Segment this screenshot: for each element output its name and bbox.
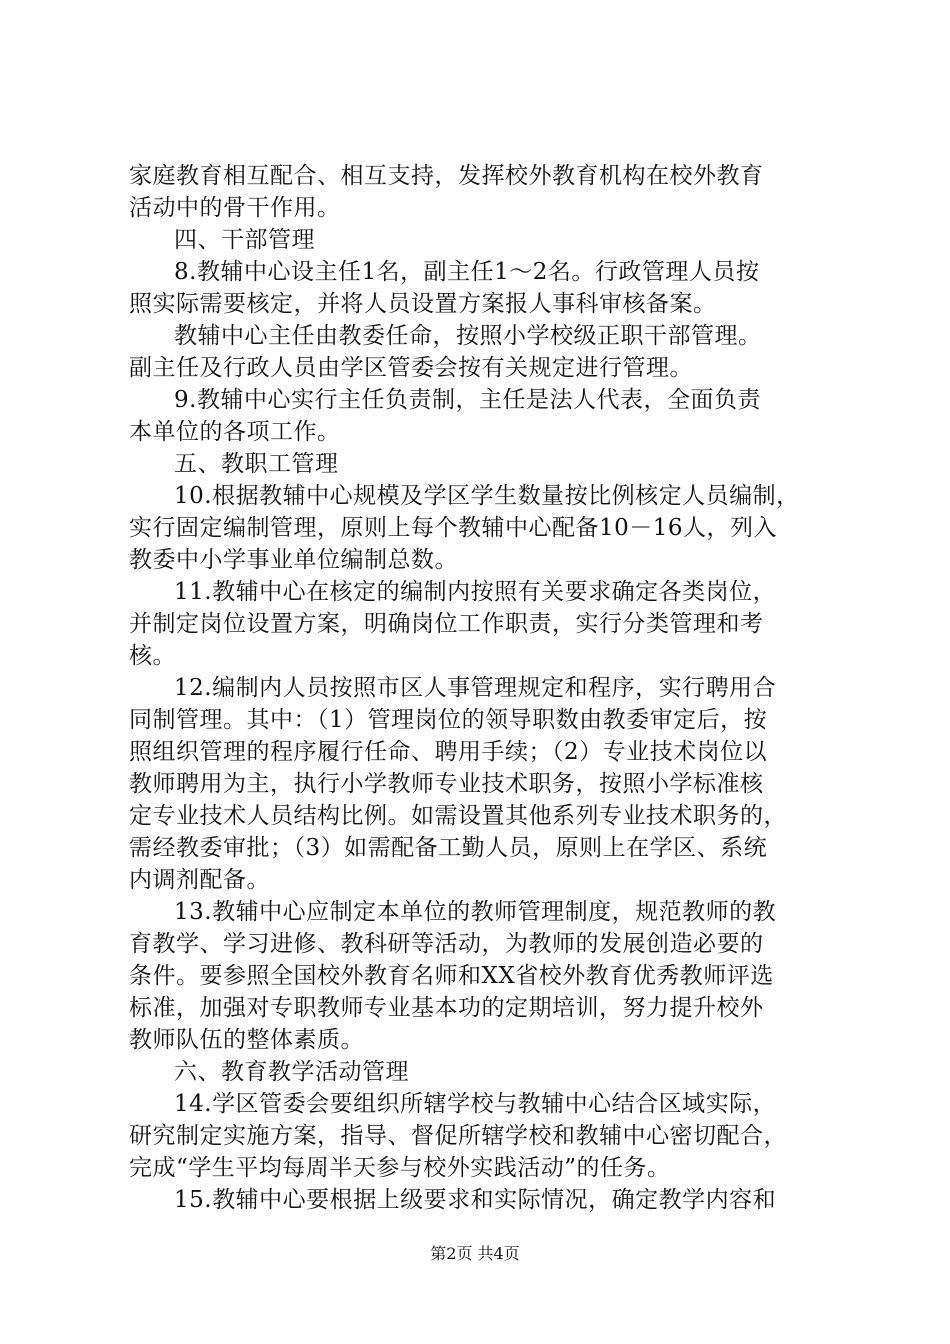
text-line: 副主任及行政人员由学区管委会按有关规定进行管理。 [129,355,693,381]
text-line: 五、教职工管理 [174,451,339,477]
text-line: 14.学区管委会要组织所辖学校与教辅中心结合区域实际， [174,1091,777,1117]
text-line: 实行固定编制管理，原则上每个教辅中心配备10－16人，列入 [129,515,778,541]
text-line: 并制定岗位设置方案，明确岗位工作职责，实行分类管理和考 [129,611,764,637]
text-line: 照实际需要核定，并将人员设置方案报人事科审核备案。 [129,291,717,317]
text-line: 照组织管理的程序履行任命、聘用手续；（2）专业技术岗位以 [129,739,768,765]
text-line: 10.根据教辅中心规模及学区学生数量按比例核定人员编制， [174,483,800,509]
text-line: 13.教辅中心应制定本单位的教师管理制度，规范教师的教 [174,899,777,925]
text-line: 需经教委审批；（3）如需配备工勤人员，原则上在学区、系统 [129,835,768,861]
text-line: 15.教辅中心要根据上级要求和实际情况，确定教学内容和 [174,1187,777,1213]
text-line: 家庭教育相互配合、相互支持，发挥校外教育机构在校外教育 [129,163,764,189]
page-footer [0,1244,950,1264]
text-line: 完成“学生平均每周半天参与校外实践活动”的任务。 [129,1155,671,1181]
text-line: 六、教育教学活动管理 [174,1059,409,1085]
text-line: 标准，加强对专职教师专业基本功的定期培训，努力提升校外 [129,995,764,1021]
text-line: 教师队伍的整体素质。 [129,1027,364,1053]
text-line: 11.教辅中心在核定的编制内按照有关要求确定各类岗位， [174,579,777,605]
text-line: 同制管理。其中：（1）管理岗位的领导职数由教委审定后，按 [129,707,768,733]
text-line: 教师聘用为主，执行小学教师专业技术职务，按照小学标准核 [129,771,764,797]
text-line: 12.编制内人员按照市区人事管理规定和程序，实行聘用合 [174,675,777,701]
text-line: 9.教辅中心实行主任负责制，主任是法人代表，全面负责 [174,387,761,413]
page-number: 第2页 共4页 [430,1244,520,1263]
text-line: 定专业技术人员结构比例。如需设置其他系列专业技术职务的， [129,803,787,829]
text-line: 活动中的骨干作用。 [129,195,341,221]
text-line: 核。 [129,643,176,669]
text-line: 条件。要参照全国校外教育名师和XX省校外教育优秀教师评选 [129,963,774,989]
text-line: 内调剂配备。 [129,867,270,893]
text-line: 四、干部管理 [174,227,315,253]
text-line: 教辅中心主任由教委任命，按照小学校级正职干部管理。 [174,323,762,349]
text-line: 8.教辅中心设主任1名，副主任1～2名。行政管理人员按 [174,259,760,285]
document-body [129,160,829,1216]
text-line: 研究制定实施方案，指导、督促所辖学校和教辅中心密切配合， [129,1123,787,1149]
text-line: 育教学、学习进修、教科研等活动，为教师的发展创造必要的 [129,931,764,957]
text-line: 教委中小学事业单位编制总数。 [129,547,458,573]
text-line: 本单位的各项工作。 [129,419,341,445]
